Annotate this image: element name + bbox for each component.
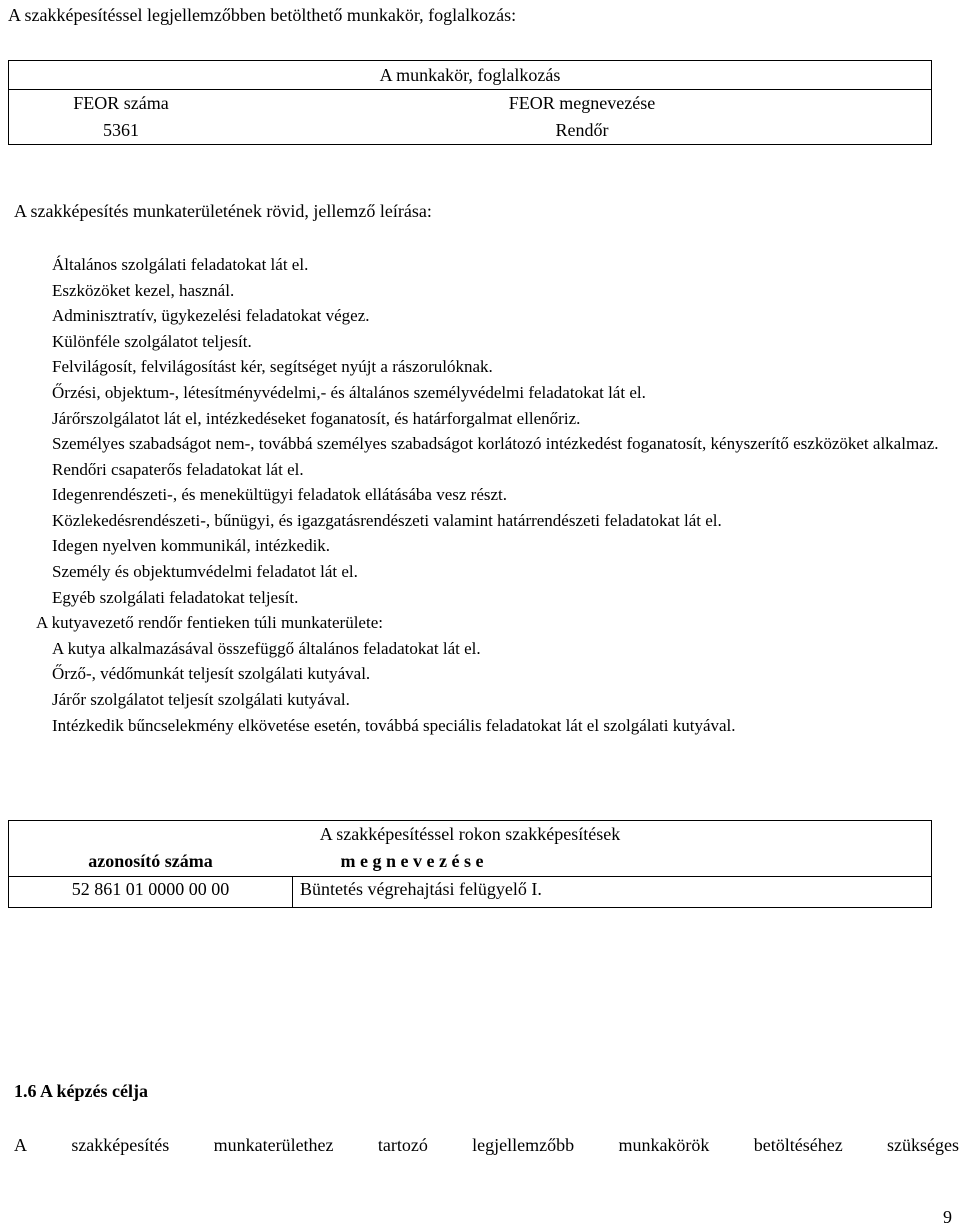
occupation-heading: A szakképesítéssel legjellemzőbben betölthető munkakör, foglalkozás: (8, 5, 517, 25)
word: munkaterülethez (213, 1135, 334, 1155)
list-item: A kutya alkalmazásával összefüggő általános feladatokat lát el. (52, 638, 481, 658)
list-item: Általános szolgálati feladatokat lát el. (52, 255, 309, 274)
related-qualifications-table (8, 820, 932, 908)
dog-handler-heading: A kutyavezető rendőr fentieken túli munkaterülete: (36, 613, 383, 633)
list-item: Közlekedésrendészeti-, bűnügyi, és igazgatásrendészeti valamint határrendészeti feladatokat lát el. (52, 510, 722, 530)
list-item: Rendőri csapaterős feladatokat lát el. (52, 459, 304, 479)
feor-code-cell: 5361 (103, 120, 139, 140)
list-item: Felvilágosít, felvilágosítást kér, segítséget nyújt a rászorulóknak. (52, 357, 493, 377)
word: legjellemzőbb (472, 1135, 575, 1155)
list-item: Járőr szolgálatot teljesít szolgálati kutyával. (52, 690, 350, 709)
list-item: Személyes szabadságot nem-, továbbá személyes szabadságot korlátozó intézkedést foganatosít, kényszerítő eszközöket alkalmaz. (52, 434, 939, 454)
word: szakképesítés (71, 1135, 170, 1155)
related-id-cell: 52 861 01 0000 00 00 (71, 879, 230, 899)
word: tartozó (377, 1135, 428, 1155)
list-item: Járőrszolgálatot lát el, intézkedéseket foganatosít, és határforgalmat ellenőriz. (52, 408, 581, 428)
feor-name-header: FEOR megnevezése (508, 93, 656, 113)
page-number: 9 (943, 1207, 952, 1227)
list-item: Őrzési, objektum-, létesítményvédelmi,- és általános személyvédelmi feladatokat lát el. (52, 382, 646, 402)
name-header: m e g n e v e z é s e (340, 851, 484, 871)
section-heading: 1.6 A képzés célja (14, 1081, 148, 1101)
body-paragraph-line (14, 1134, 959, 1156)
list-item: Intézkedik bűncselekmény elkövetése esetén, továbbá speciális feladatokat lát el szolgálati kutyával. (52, 715, 736, 735)
description-heading: A szakképesítés munkaterületének rövid, jellemző leírása: (14, 201, 432, 221)
related-table-title: A szakképesítéssel rokon szakképesítések (319, 824, 621, 844)
word: munkakörök (618, 1135, 710, 1155)
word: szükséges (887, 1135, 959, 1155)
list-item: Személy és objektumvédelmi feladatot lát el. (52, 562, 358, 582)
table-divider (9, 876, 931, 877)
description-list (36, 254, 952, 740)
feor-name-cell: Rendőr (555, 120, 609, 140)
occupation-table-title: A munkakör, foglalkozás (379, 65, 561, 85)
feor-code-header: FEOR száma (73, 93, 169, 113)
related-name-cell: Büntetés végrehajtási felügyelő I. (300, 879, 542, 899)
list-item: Idegenrendészeti-, és menekültügyi feladatok ellátásába vesz részt. (52, 485, 508, 505)
table-divider (9, 89, 931, 90)
list-item: Egyéb szolgálati feladatokat teljesít. (52, 587, 299, 607)
word: A (14, 1135, 27, 1155)
list-item: Különféle szolgálatot teljesít. (52, 331, 252, 351)
word: betöltéséhez (753, 1135, 843, 1155)
list-item: Adminisztratív, ügykezelési feladatokat végez. (52, 306, 370, 326)
occupation-table (8, 60, 932, 145)
id-header: azonosító száma (88, 851, 213, 871)
list-item: Őrző-, védőmunkát teljesít szolgálati kutyával. (52, 664, 371, 684)
list-item: Idegen nyelven kommunikál, intézkedik. (52, 536, 331, 556)
list-item: Eszközöket kezel, használ. (52, 280, 235, 300)
column-divider (292, 877, 293, 907)
